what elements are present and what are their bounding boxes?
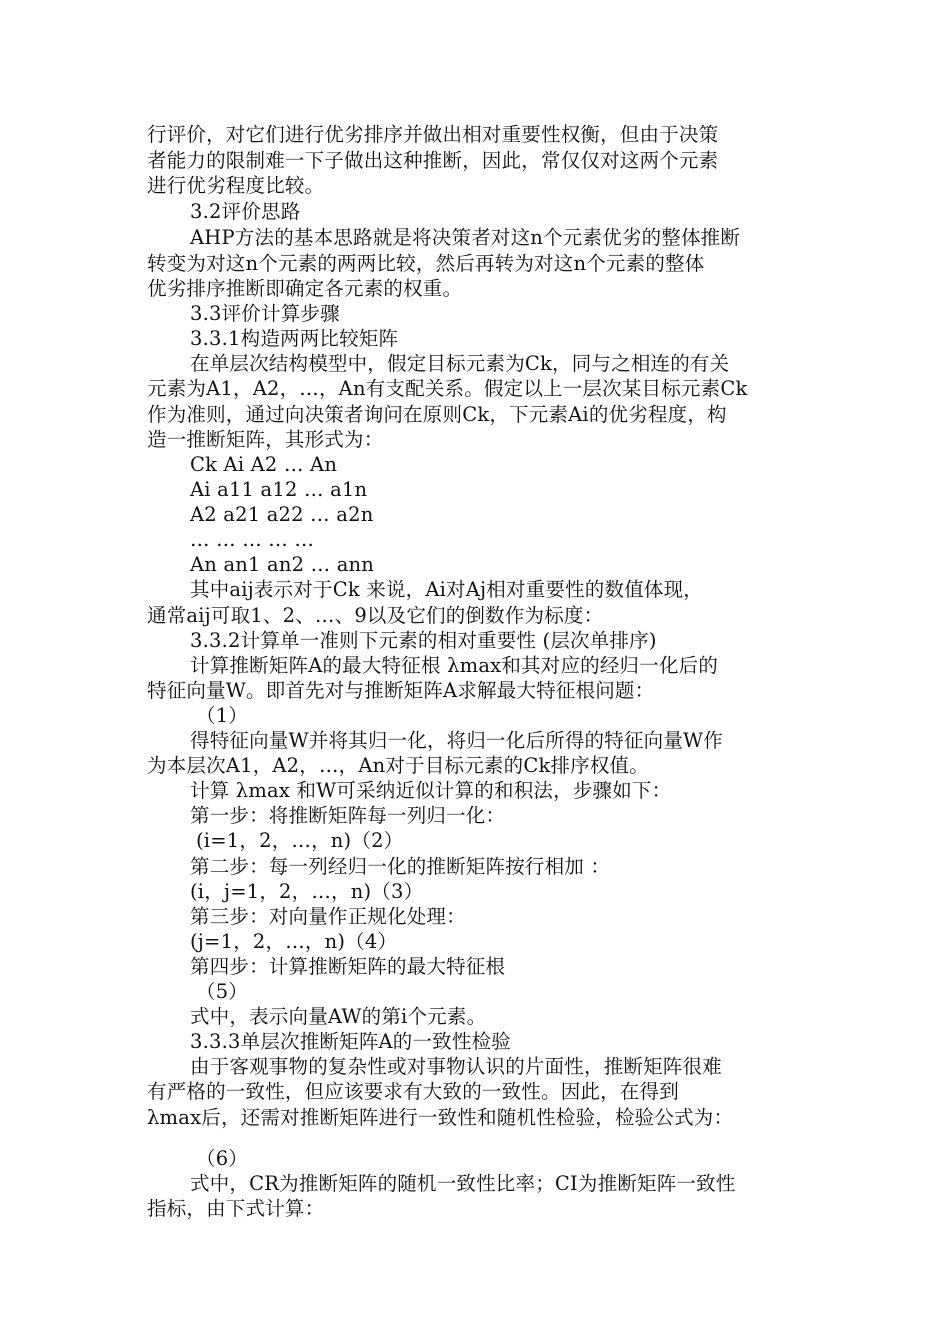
text-line: 者能力的限制难一下子做出这种推断，因此，常仅仅对这两个元素: [147, 149, 719, 172]
text-line: 计算推断矩阵A的最大特征根 λmax和其对应的经归一化后的: [190, 654, 719, 677]
text-line: 为本层次A1，A2，…，An对于目标元素的Ck排序权值。: [147, 754, 649, 777]
text-line: 造一推断矩阵，其形式为：: [147, 428, 384, 451]
text-line: 在单层次结构模型中，假定目标元素为Ck，同与之相连的有关: [190, 352, 730, 375]
matrix-row: An an1 an2 … ann: [190, 553, 375, 576]
text-line: 式中，表示向量AW的第i个元素。: [190, 1005, 487, 1028]
matrix-row: Ck Ai A2 … An: [190, 453, 338, 476]
text-line: 转变为对这n个元素的两两比较，然后再转为对这n个元素的整体: [147, 252, 705, 275]
matrix-row: … … … … …: [190, 528, 315, 551]
text-line: 式中，CR为推断矩阵的随机一致性比率；CI为推断矩阵一致性: [190, 1172, 736, 1195]
section-heading: 3.3评价计算步骤: [190, 302, 340, 325]
matrix-row: A2 a21 a22 … a2n: [190, 503, 374, 526]
section-heading: 3.2评价思路: [190, 200, 301, 223]
text-line: 第一步：将推断矩阵每一列归一化：: [190, 804, 506, 827]
equation-number: (i=1，2，…，n)（2）: [196, 829, 404, 852]
text-line: 第二步：每一列经归一化的推断矩阵按行相加 ：: [190, 855, 611, 878]
text-line: 由于客观事物的复杂性或对事物认识的片面性，推断矩阵很难: [190, 1055, 722, 1078]
text-line: 行评价，对它们进行优劣排序并做出相对重要性权衡，但由于决策: [147, 123, 719, 146]
equation-number: （6）: [196, 1147, 249, 1170]
text-line: 有严格的一致性，但应该要求有大致的一致性。因此，在得到: [147, 1080, 679, 1103]
text-line: λmax后，还需对推断矩阵进行一致性和随机性检验，检验公式为：: [147, 1106, 734, 1129]
text-line: 进行优劣程度比较。: [147, 174, 325, 197]
text-line: 第三步：对向量作正规化处理：: [190, 905, 466, 928]
subsection-heading: 3.3.2计算单一准则下元素的相对重要性 (层次单排序): [190, 629, 657, 652]
text-line: 通常aij可取1、2、…、9以及它们的倒数作为标度：: [147, 604, 604, 627]
subsection-heading: 3.3.3单层次推断矩阵A的一致性检验: [190, 1030, 511, 1053]
text-line: 其中aij表示对于Ck 来说，Ai对Aj相对重要性的数值体现，: [190, 578, 703, 601]
text-line: 得特征向量W并将其归一化，将归一化后所得的特征向量W作: [190, 729, 723, 752]
text-line: 计算 λmax 和W可采纳近似计算的和积法，步骤如下：: [190, 779, 672, 802]
matrix-row: Ai a11 a12 … a1n: [190, 478, 368, 501]
text-line: 第四步：计算推断矩阵的最大特征根: [190, 955, 506, 978]
equation-number: （1）: [196, 704, 249, 727]
text-line: 指标，由下式计算：: [147, 1197, 325, 1220]
text-line: 作为准则，通过向决策者询问在原则Ck，下元素Ai的优劣程度，构: [147, 403, 727, 426]
subsection-heading: 3.3.1构造两两比较矩阵: [190, 327, 399, 350]
equation-number: (i，j=1，2，…，n)（3）: [190, 880, 424, 903]
text-line: 元素为A1，A2，…，An有支配关系。假定以上一层次某目标元素Ck: [147, 377, 748, 400]
equation-number: （5）: [196, 980, 249, 1003]
text-line: 优劣排序推断即确定各元素的权重。: [147, 277, 463, 300]
text-line: 特征向量W。即首先对与推断矩阵A求解最大特征根问题：: [147, 679, 655, 702]
text-line: AHP方法的基本思路就是将决策者对这n个元素优劣的整体推断: [190, 226, 741, 249]
equation-number: (j=1，2，…，n)（4）: [190, 930, 398, 953]
